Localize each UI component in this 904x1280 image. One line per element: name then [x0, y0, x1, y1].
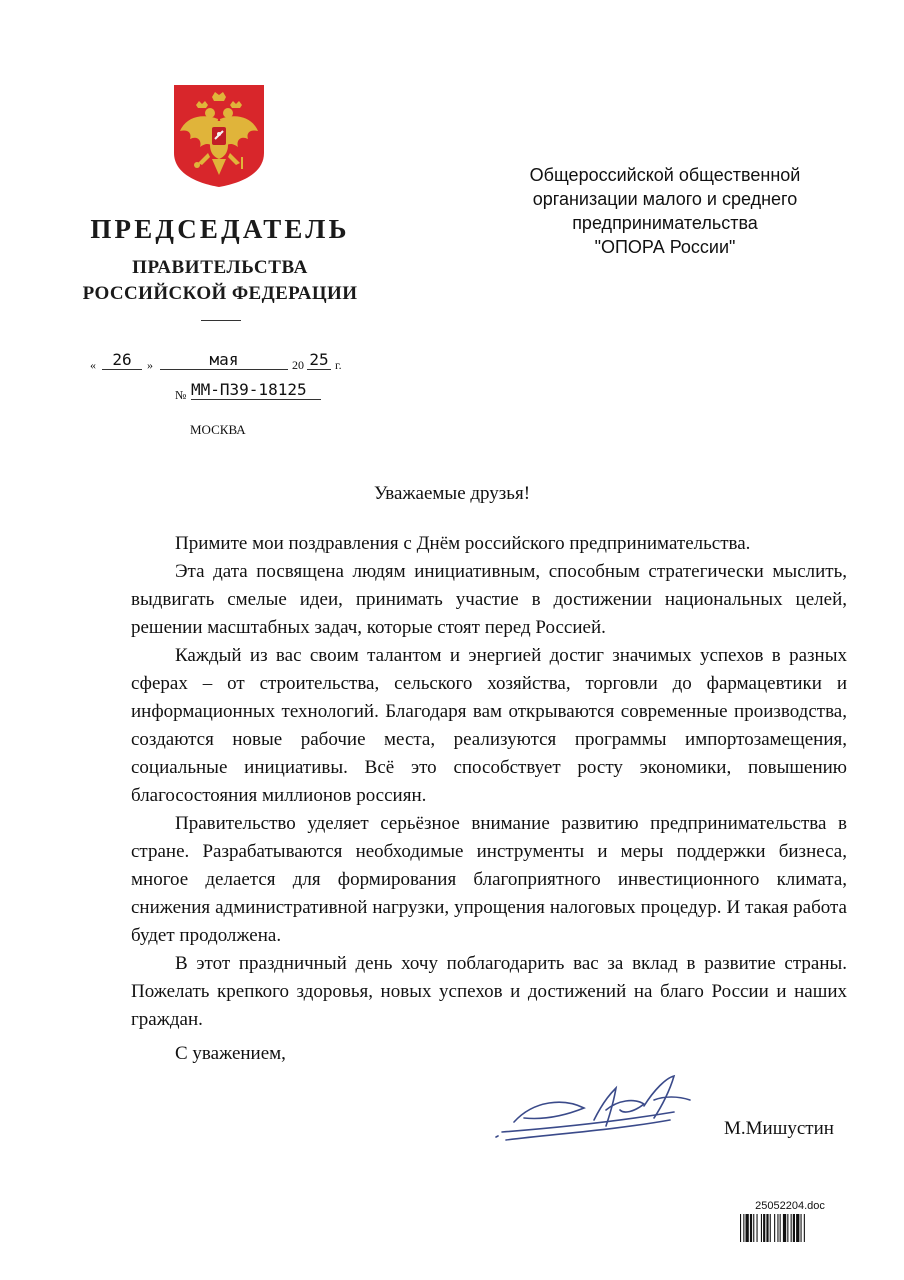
- date-line: [90, 350, 360, 376]
- letter-body: [131, 530, 847, 1034]
- document-number: ММ-П39-18125: [191, 380, 321, 400]
- date-year-prefix: 20: [292, 358, 304, 372]
- date-year-suffix: 25: [307, 350, 331, 370]
- number-line: [175, 380, 345, 406]
- addressee-line: предпринимательства: [572, 213, 758, 233]
- addressee-line: организации малого и среднего: [532, 189, 798, 209]
- closing: С уважением,: [175, 1043, 286, 1064]
- signer-name: М.Мишустин: [724, 1118, 834, 1139]
- document-code: 25052204.doc: [755, 1200, 825, 1212]
- paragraph: Правительство уделяет серьёзное внимание развитию предпринимательства в стране. Разрабатываются необходимые инструменты и меры поддержки бизнеса, многое делается для формирования благоприятного инвестиционного климата, снижения административной нагрузки, упрощения налоговых процедур. И такая работа будет продолжена.: [131, 813, 847, 946]
- date-day: 26: [102, 350, 142, 370]
- date-close-quote: »: [147, 358, 153, 372]
- greeting: Уважаемые друзья!: [373, 483, 531, 504]
- letterhead-title: ПРЕДСЕДАТЕЛЬ: [90, 214, 350, 244]
- addressee-line: Общероссийской общественной: [529, 165, 801, 185]
- addressee: [480, 163, 850, 259]
- paragraph: Каждый из вас своим талантом и энергией достиг значимых успехов в разных сферах – от строительства, сельского хозяйства, торговли до фармацевтики и информационных технологий. Благодаря вам открываются современные производства, создаются новые рабочие места, реализуются программы импортозамещения, социальные инициативы. Всё это способствует росту экономики, повышению благосостояния миллионов россиян.: [131, 645, 847, 806]
- date-year-mark: г.: [335, 358, 342, 372]
- paragraph: В этот праздничный день хочу поблагодарить вас за вклад в развитие страны. Пожелать крепкого здоровья, новых успехов и достижений на благо России и наших граждан.: [131, 953, 847, 1030]
- handwritten-signature: [494, 1070, 704, 1150]
- letterhead-subtitle-line1: ПРАВИТЕЛЬСТВА: [132, 257, 308, 278]
- paragraph: Эта дата посвящена людям инициативным, способным стратегически мыслить, выдвигать смелые идеи, принимать участие в достижении национальных целей, решении масштабных задач, которые стоят перед Россией.: [131, 561, 847, 638]
- letterhead-subtitle-line2: РОССИЙСКОЙ ФЕДЕРАЦИИ: [82, 283, 358, 304]
- russian-coat-of-arms-icon: [172, 83, 266, 188]
- addressee-line: "ОПОРА России": [594, 237, 736, 257]
- number-sign: №: [175, 388, 187, 402]
- letterhead-divider: [201, 320, 241, 321]
- barcode-icon: [740, 1214, 840, 1242]
- city: МОСКВА: [190, 422, 246, 437]
- date-month: мая: [160, 350, 288, 370]
- paragraph: Примите мои поздравления с Днём российского предпринимательства.: [175, 533, 751, 554]
- date-open-quote: «: [90, 358, 96, 372]
